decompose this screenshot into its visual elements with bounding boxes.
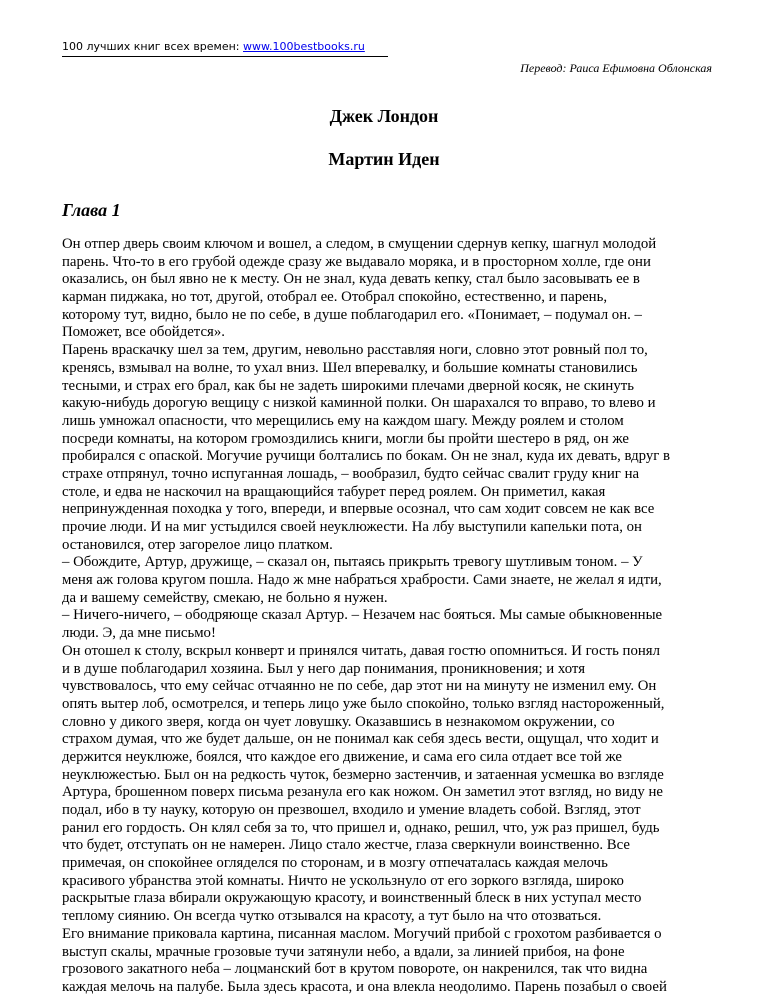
text-line: которому тут, видно, было не по себе, в душе поблагодарил его. «Понимает, – подумал он. – <box>62 306 642 323</box>
text-line: что будет, отступать он не намерен. Лицо стало жестче, глаза сверкнули воинственно. Все <box>62 837 630 854</box>
book-title: Мартин Иден <box>328 149 440 169</box>
text-line: да и вашему семейству, смекаю, не больно я нужен. <box>62 589 388 606</box>
text-line: выступ скалы, мрачные грозовые тучи затянули небо, а вдали, за линией прибоя, на фоне <box>62 943 625 960</box>
text-line: теплому сиянию. Он всегда чутко отзывался на красоту, а тут было на что отозваться. <box>62 908 602 925</box>
text-line: опять вытер лоб, осмотрелся, и теперь лицо уже было спокойно, только взгляд настороженный, <box>62 695 665 712</box>
text-line: примечая, он спокойнее огляделся по сторонам, и в мозгу отпечаталась каждая мелочь <box>62 855 608 872</box>
text-line: – Ничего-ничего, – ободряюще сказал Артур. – Незачем нас бояться. Мы самые обыкновенные <box>62 607 663 624</box>
text-line: кренясь, взмывал на волне, то ухал вниз. Шел вперевалку, и большие комнаты становились <box>62 359 638 376</box>
text-line: Артура, брошенном поверх письма резанула его как ножом. Он заметил этот взгляд, но виду не <box>62 784 663 801</box>
text-line: Парень враскачку шел за тем, другим, невольно расставляя ноги, словно этот ровный пол то, <box>62 342 648 359</box>
text-line: Поможет, все обойдется». <box>62 324 225 341</box>
text-line: тесными, и страх его брал, как бы не задеть широкими плечами дверной косяк, не скинуть <box>62 377 634 394</box>
text-line: страхом думая, что же будет дальше, он не понимал как себя здесь вести, ощущал, что ходит и <box>62 731 659 748</box>
text-line: люди. Э, да мне письмо! <box>62 625 216 642</box>
text-line: столе, и едва не наскочил на вращающийся табурет перед роялем. Он приметил, какая <box>62 483 606 500</box>
text-line: подал, ибо в ту науку, которую он презвошел, входило и умение владеть собой. Взгляд, этот <box>62 802 641 818</box>
translator-credit: Перевод: Раиса Ефимовна Облонская <box>520 61 712 75</box>
text-line: красивого убранства этой комнаты. Ничто не ускользнуло от его зоркого взгляда, широко <box>62 872 624 889</box>
text-line: меня аж голова кругом пошла. Надо ж мне набраться храбрости. Сами знаете, не желал я идти, <box>62 572 662 589</box>
text-line: пробирался с опаской. Могучие ручищи болтались по бокам. Он не знал, куда их девать, вдруг в <box>62 448 671 465</box>
text-line: Его внимание приковала картина, писанная маслом. Могучий прибой с грохотом разбивается о <box>62 925 662 942</box>
text-line: посреди комнаты, на котором громоздились книги, могли бы пройти шестеро в ряд, он же <box>62 430 629 447</box>
text-line: какую-нибудь дорогую вещицу с низкой каминной полки. Он шарахался то вправо, то влево и <box>62 395 656 412</box>
body-text <box>62 236 712 997</box>
text-line: Он отпер дверь своим ключом и вошел, а следом, в смущении сдернув кепку, шагнул молодой <box>62 236 657 252</box>
header-prefix: 100 лучших книг всех времен: <box>62 40 244 53</box>
text-line: ранил его гордость. Он клял себя за то, что пришел и, однако, решил, что, уж раз пришел, будь <box>62 819 660 836</box>
text-line: страхе отпрянул, точно испуганная лошадь, – вообразил, будто сейчас свалит груду книг на <box>62 465 640 482</box>
text-line: парень. Что-то в его грубой одежде сразу же выдавало моряка, и в просторном холле, где они <box>62 253 651 270</box>
text-line: чувствовалось, что ему сейчас отчаянно не по себе, дар этот ни на минуту не изменил ему. Он <box>62 678 657 695</box>
text-line: Он отошел к столу, вскрыл конверт и принялся читать, давая гостю опомниться. И гость понял <box>62 642 660 659</box>
text-line: оказались, он был явно не к месту. Он не знал, куда девать кепку, стал было засовывать ее в <box>62 271 640 288</box>
text-line: непринужденная походка у того, впереди, и впервые осознал, что сам ходит совсем не как все <box>62 501 655 518</box>
text-line: держится неуклюже, боялся, что каждое его движение, и сама его сила отдает все той же <box>62 748 622 765</box>
text-line: грозового закатного неба – лоцманский бот в крутом повороте, он накренился, так что видна <box>62 961 648 978</box>
author-name: Джек Лондон <box>329 106 439 126</box>
chapter-heading: Глава 1 <box>62 200 121 220</box>
site-link[interactable]: www.100bestbooks.ru <box>243 40 365 53</box>
page-header <box>62 40 712 54</box>
text-line: прочие люди. И на миг устыдился своей неуклюжести. На лбу выступили капельки пота, он <box>62 519 642 535</box>
text-line: карман пиджака, но тот, другой, отобрал ее. Отобрал спокойно, естественно, и парень, <box>62 289 608 306</box>
text-line: лишь умножал опасности, что мерещились ему на каждом шагу. Между роялем и столом <box>62 412 624 429</box>
text-line: и в душе поблагодарил хозяина. Был у него дар понимания, проникновения; и хотя <box>62 660 586 677</box>
text-line: остановился, отер загорелое лицо платком. <box>62 536 333 553</box>
text-line: каждая мелочь на палубе. Была здесь красота, и она влекла неодолимо. Парень позабыл о своей <box>62 978 667 995</box>
text-line: – Обождите, Артур, дружище, – сказал он, пытаясь прикрыть тревогу шутливым тоном. – У <box>62 554 643 571</box>
text-line: словно у дикого зверя, когда он чует ловушку. Оказавшись в незнакомом окружении, со <box>62 713 615 730</box>
header-divider <box>62 56 388 57</box>
text-line: неуклюжестью. Был он на редкость чуток, безмерно застенчив, и затаенная усмешка во взгляде <box>62 766 664 783</box>
text-line: раскрытые глаза вбирали окружающую красоту, и воинственный блеск в них уступал место <box>62 890 642 907</box>
